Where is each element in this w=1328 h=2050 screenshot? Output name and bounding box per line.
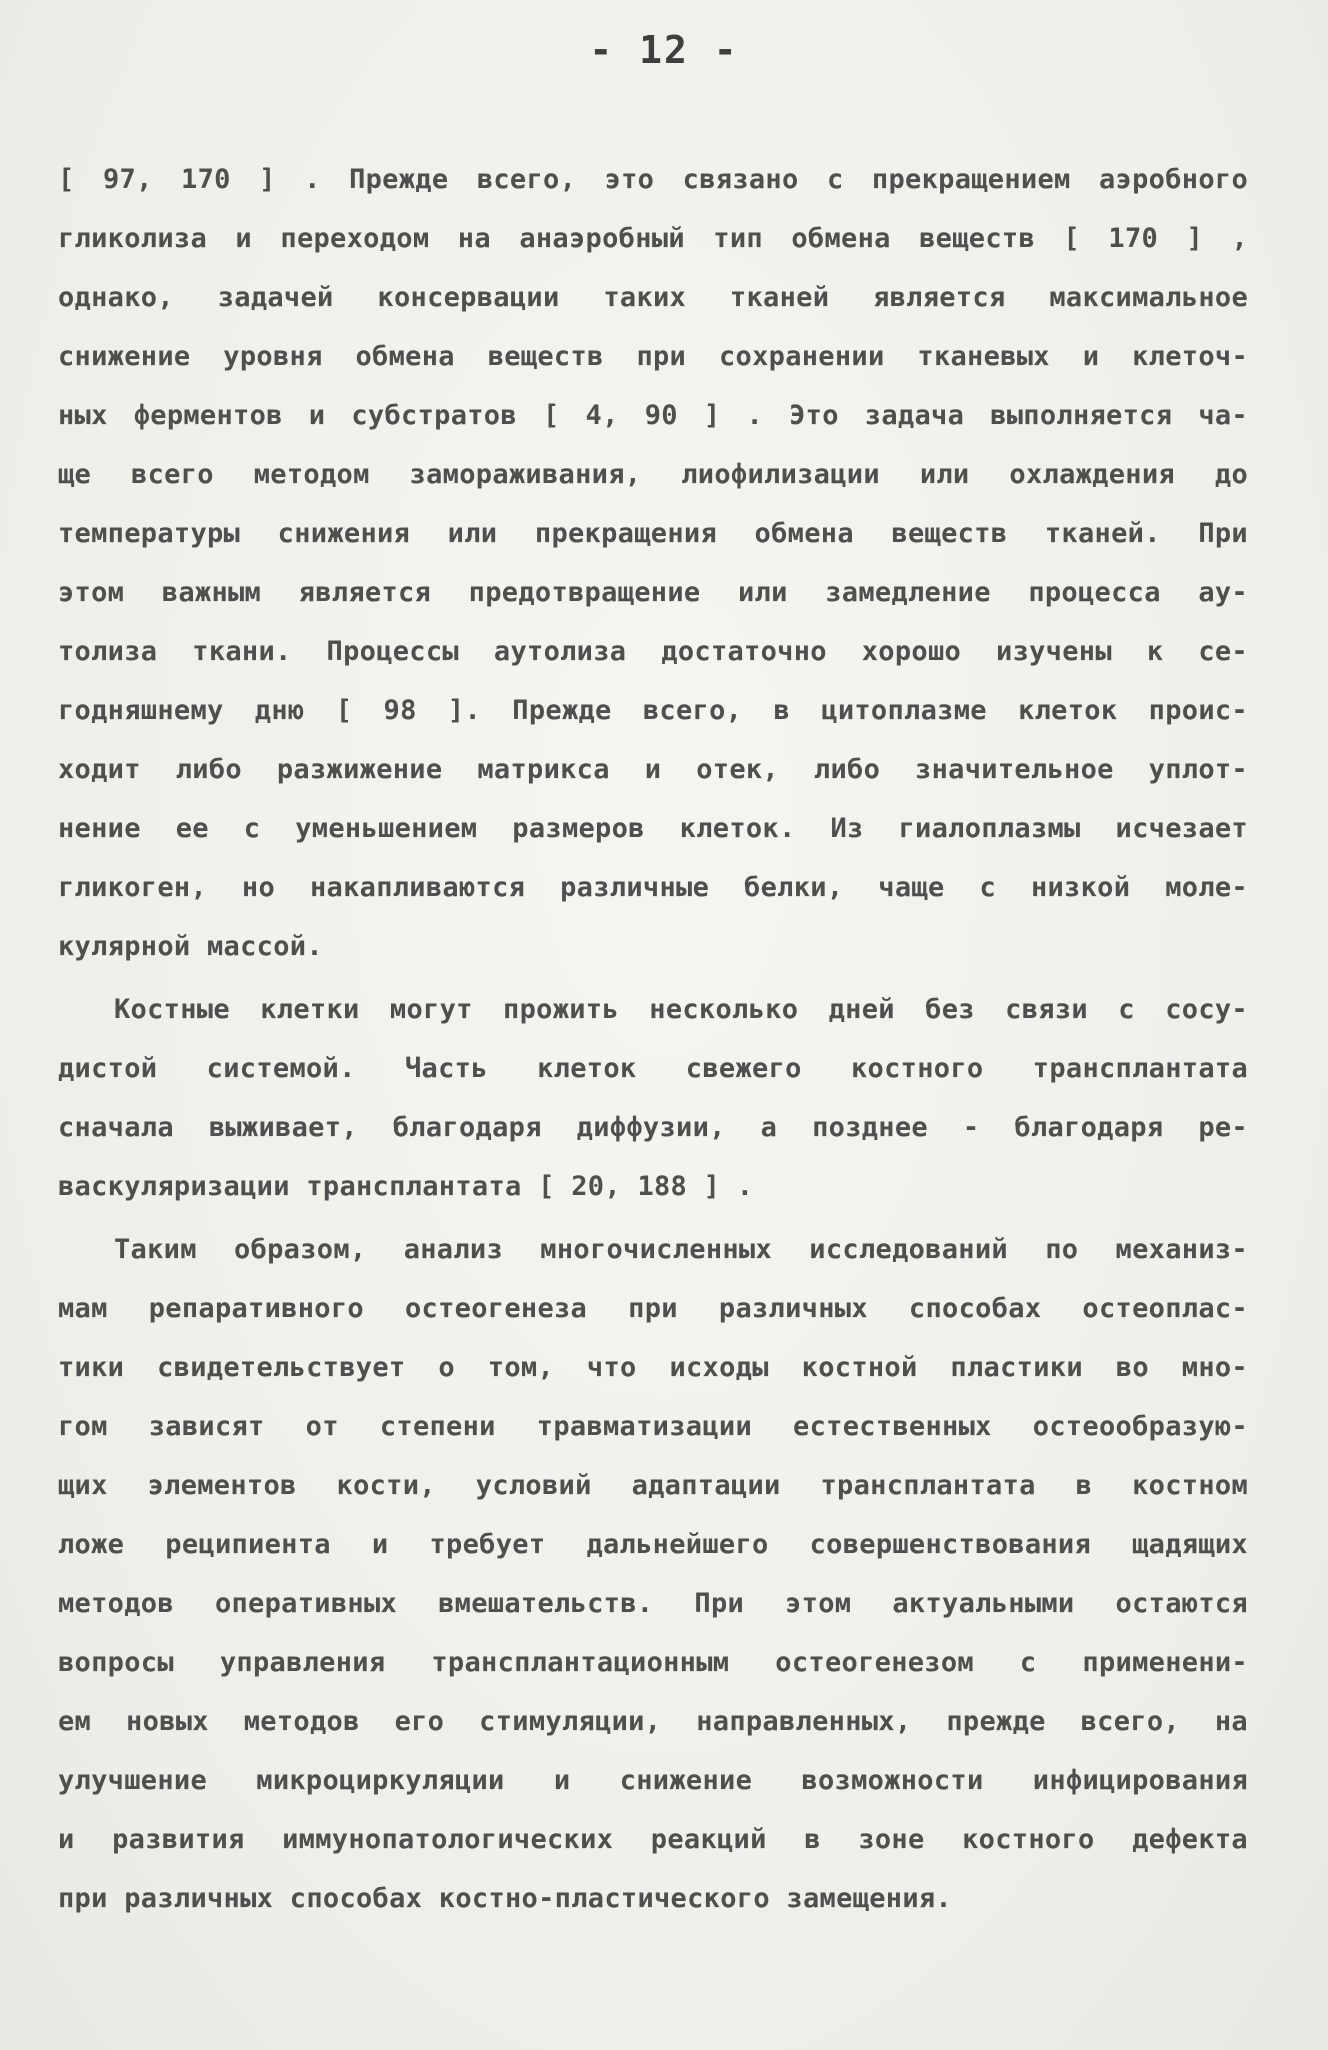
text-line: сначала выживает, благодаря диффузии, а позднее - благодаря ре- xyxy=(58,1112,1248,1143)
text-line: щих элементов кости, условий адаптации трансплантата в костном xyxy=(58,1470,1248,1501)
text-line: ходит либо разжижение матрикса и отек, либо значительное уплот- xyxy=(58,754,1248,785)
text-line: гом зависят от степени травматизации естественных остеообразую- xyxy=(58,1411,1248,1442)
text-line: однако, задачей консервации таких тканей является максимальное xyxy=(58,282,1248,313)
text-line: васкуляризации трансплантата [ 20, 188 ] . xyxy=(58,1171,754,1202)
text-line: толиза ткани. Процессы аутолиза достаточно хорошо изучены к се- xyxy=(58,636,1248,667)
text-line: гликоген, но накапливаются различные белки, чаще с низкой моле- xyxy=(58,872,1248,903)
body-text xyxy=(58,150,1248,1928)
text-line: [ 97, 170 ] . Прежде всего, это связано с прекращением аэробного xyxy=(58,164,1248,195)
text-line: вопросы управления трансплантационным остеогенезом с применени- xyxy=(58,1647,1248,1678)
text-line: кулярной массой. xyxy=(58,931,323,962)
paragraph-3 xyxy=(58,1220,1248,1928)
text-line: ем новых методов его стимуляции, направленных, прежде всего, на xyxy=(58,1706,1248,1737)
text-line: нение ее с уменьшением размеров клеток. Из гиалоплазмы исчезает xyxy=(58,813,1248,844)
text-line: ных ферментов и субстратов [ 4, 90 ] . Это задача выполняется ча- xyxy=(58,400,1248,431)
text-line: годняшнему дню [ 98 ]. Прежде всего, в цитоплазме клеток проис- xyxy=(58,695,1248,726)
paragraph-2 xyxy=(58,980,1248,1216)
text-line: этом важным является предотвращение или замедление процесса ау- xyxy=(58,577,1248,608)
text-line: температуры снижения или прекращения обмена веществ тканей. При xyxy=(58,518,1248,549)
text-line: тики свидетельствует о том, что исходы костной пластики во мно- xyxy=(58,1352,1248,1383)
text-line: Таким образом, анализ многочисленных исследований по механиз- xyxy=(114,1234,1248,1265)
paragraph-1 xyxy=(58,150,1248,976)
text-line: при различных способах костно-пластического замещения. xyxy=(58,1883,952,1914)
text-line: мам репаративного остеогенеза при различных способах остеоплас- xyxy=(58,1293,1248,1324)
text-line: методов оперативных вмешательств. При этом актуальными остаются xyxy=(58,1588,1248,1619)
text-line: ложе реципиента и требует дальнейшего совершенствования щадящих xyxy=(58,1529,1248,1560)
text-line: и развития иммунопатологических реакций в зоне костного дефекта xyxy=(58,1824,1248,1855)
text-line: гликолиза и переходом на анаэробный тип обмена веществ [ 170 ] , xyxy=(58,223,1248,254)
text-line: улучшение микроциркуляции и снижение возможности инфицирования xyxy=(58,1765,1248,1796)
page-number: - 12 - xyxy=(589,28,739,72)
text-line: ще всего методом замораживания, лиофилизации или охлаждения до xyxy=(58,459,1248,490)
text-line: дистой системой. Часть клеток свежего костного трансплантата xyxy=(58,1053,1248,1084)
text-line: Костные клетки могут прожить несколько дней без связи с сосу- xyxy=(114,994,1248,1025)
text-line: снижение уровня обмена веществ при сохранении тканевых и клеточ- xyxy=(58,341,1248,372)
